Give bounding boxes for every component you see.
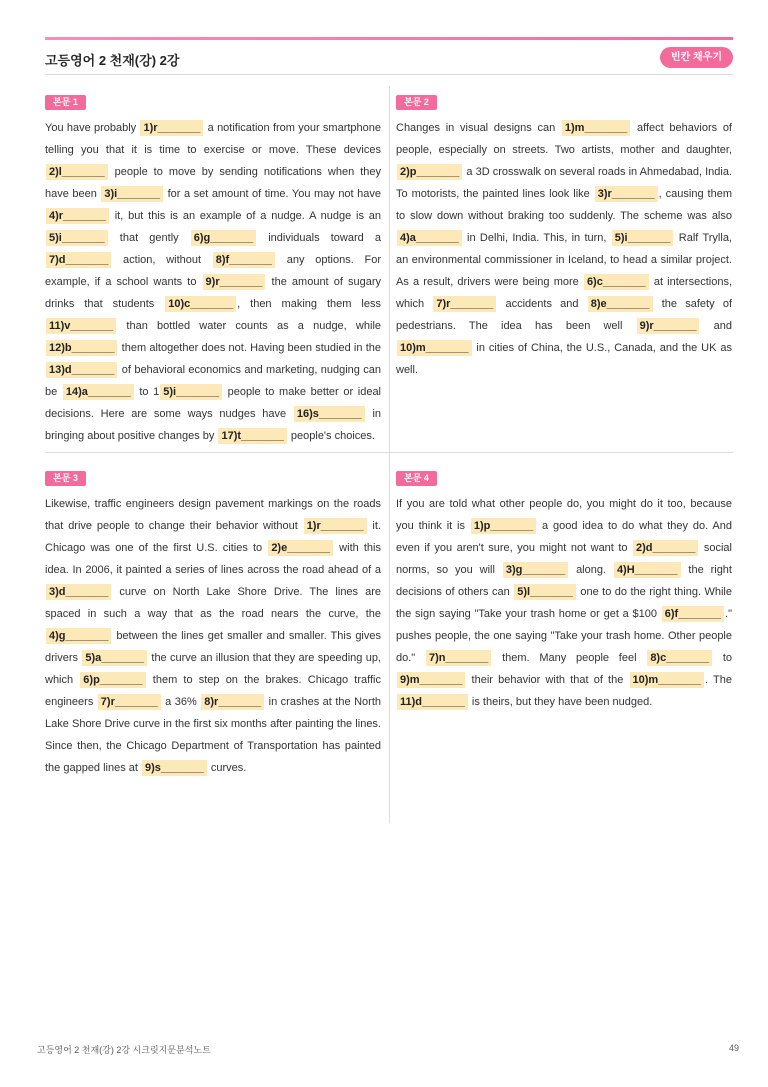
blank-field[interactable]: 2)l_______ [46,164,108,180]
blank-field[interactable]: 3)d_______ [46,584,111,600]
blank-field[interactable]: 9)m_______ [397,672,465,688]
blank-field[interactable]: 2)d_______ [633,540,698,556]
blank-field[interactable]: 5)i_______ [160,384,222,400]
blank-field[interactable]: 9)r_______ [203,274,266,290]
passage-section-2 [396,92,732,381]
blank-field[interactable]: 8)e_______ [588,296,653,312]
blank-field[interactable]: 5)i_______ [46,230,108,246]
blank-field[interactable]: 10)m_______ [397,340,472,356]
blank-field[interactable]: 6)f_______ [662,606,724,622]
passage-text: If you are told what other people do, you might do it too, because you think it is 1)p_______ a good idea to do what they do. And even if you aren't sure, you might not want to 2)d_______ social norms, so you will 3)g_______ along. 4)H_______ the right decisions of others can 5)l_______ one to do the right thing. While the sign saying "Take your trash home or get a $100 6)f_______ ." pushes people, the one saying "Take your trash home. Other people do." 7)n_______ them. Many people feel 8)c_______ to 9)m_______ their behavior with that of the 10)m_______ . The 11)d_______ is theirs, but they have been nudged. [396,498,732,708]
blank-field[interactable]: 5)a_______ [82,650,147,666]
blank-field[interactable]: 5)l_______ [514,584,576,600]
page-number: 49 [728,1043,739,1053]
blank-field[interactable]: 8)r_______ [201,694,264,710]
passage-text: Likewise, traffic engineers design pavement markings on the roads that drive people to change their behavior without 1)r_______ it. Chicago was one of the first U.S. cities to 2)e_______ with this idea. In 2006, it painted a series of lines across the road ahead of a 3)d_______ curve on North Lake Shore Drive. The lines are spaced in such a way that as the road nears the curve, the 4)g_______ between the lines get smaller and smaller. This gives drivers 5)a_______ the curve an illusion that they are speeding up, which 6)p_______ them to step on the brakes. Chicago traffic engineers 7)r_______ a 36% 8)r_______ in crashes at the North Lake Shore Drive curve in the first six months after painting the lines. Since then, the Chicago Department of Transportation has painted the gapped lines at 9)s_______ curves. [45,498,381,774]
passage-section-3 [45,468,381,779]
blank-field[interactable]: 12)b_______ [46,340,117,356]
blank-field[interactable]: 4)H_______ [614,562,681,578]
blank-field[interactable]: 7)d_______ [46,252,111,268]
page-title: 고등영어 2 천재(강) 2강 [45,53,180,68]
blank-field[interactable]: 10)c_______ [165,296,236,312]
blank-field[interactable]: 8)f_______ [213,252,275,268]
blank-field[interactable]: 11)d_______ [397,694,468,710]
blank-field[interactable]: 1)p_______ [471,518,536,534]
blank-field[interactable]: 14)a_______ [63,384,134,400]
blank-field[interactable]: 11)v_______ [46,318,116,334]
top-accent-bar [45,37,733,40]
blank-field[interactable]: 9)s_______ [142,760,207,776]
passage-section-1 [45,92,381,447]
blank-field[interactable]: 4)g_______ [46,628,111,644]
blank-field[interactable]: 2)e_______ [268,540,333,556]
blank-field[interactable]: 13)d_______ [46,362,117,378]
blank-field[interactable]: 3)g_______ [503,562,568,578]
passage-section-4 [396,468,732,713]
blank-field[interactable]: 1)r_______ [304,518,367,534]
blank-field[interactable]: 6)g_______ [191,230,256,246]
row-divider [45,452,733,453]
blank-field[interactable]: 6)p_______ [80,672,145,688]
passage-text: You have probably 1)r_______ a notification from your smartphone telling you that it is time to exercise or move. These devices 2)l_______ people to move by sending notifications when they have been 3)i_______ for a set amount of time. You may not have 4)r_______ it, but this is an example of a nudge. A nudge is an 5)i_______ that gently 6)g_______ individuals toward a 7)d_______ action, without 8)f_______ any options. For example, if a school wants to 9)r_______ the amount of sugary drinks that students 10)c_______ , then making them less 11)v_______ than bottled water counts as a nudge, while 12)b_______ them altogether does not. Having been studied in the 13)d_______ of behavioral economics and marketing, nudging can be 14)a_______ to 1 5)i_______ people to make better or ideal decisions. Here are some ways nudges have 16)s_______ in bringing about positive changes by 17)t_______ people's choices. [45,122,382,442]
blank-field[interactable]: 1)r_______ [140,120,203,136]
blank-field[interactable]: 4)r_______ [46,208,109,224]
passage-tag: 본문 4 [396,471,437,486]
blank-field[interactable]: 7)r_______ [98,694,161,710]
blank-field[interactable]: 7)r_______ [433,296,496,312]
blank-field[interactable]: 16)s_______ [294,406,365,422]
passage-text: Changes in visual designs can 1)m_______ affect behaviors of people, especially on streets. Two artists, mother and daughter, 2)p_______ a 3D crosswalk on several roads in Ahmedabad, India. To motorists, the painted lines look like 3)r_______ , causing them to slow down without braking too suddenly. The scheme was also 4)a_______ in Delhi, India. This, in turn, 5)i_______ Ralf Trylla, an environmental commissioner in Iceland, to head a similar project. As a result, drivers were being more 6)c_______ at intersections, which 7)r_______ accidents and 8)e_______ the safety of pedestrians. The idea has been well 9)r_______ and 10)m_______ in cities of China, the U.S., Canada, and the UK as well. [396,122,732,376]
blank-field[interactable]: 6)c_______ [584,274,649,290]
blank-field[interactable]: 1)m_______ [562,120,630,136]
blank-field[interactable]: 9)r_______ [637,318,700,334]
blank-field[interactable]: 3)i_______ [101,186,163,202]
footer-book-title: 고등영어 2 천재(강) 2강 시크릿지문분석노트 [37,1045,211,1055]
blank-field[interactable]: 5)i_______ [612,230,674,246]
blank-field[interactable]: 8)c_______ [647,650,712,666]
blank-field[interactable]: 17)t_______ [218,428,286,444]
fill-in-blank-badge[interactable]: 빈칸 채우기 [660,47,733,68]
passage-tag: 본문 3 [45,471,86,486]
blank-field[interactable]: 2)p_______ [397,164,462,180]
blank-field[interactable]: 7)n_______ [426,650,491,666]
blank-field[interactable]: 4)a_______ [397,230,462,246]
blank-field[interactable]: 10)m_______ [630,672,705,688]
column-divider [389,86,390,823]
page-header [45,46,733,75]
blank-field[interactable]: 3)r_______ [595,186,658,202]
passage-tag: 본문 2 [396,95,437,110]
passage-tag: 본문 1 [45,95,86,110]
